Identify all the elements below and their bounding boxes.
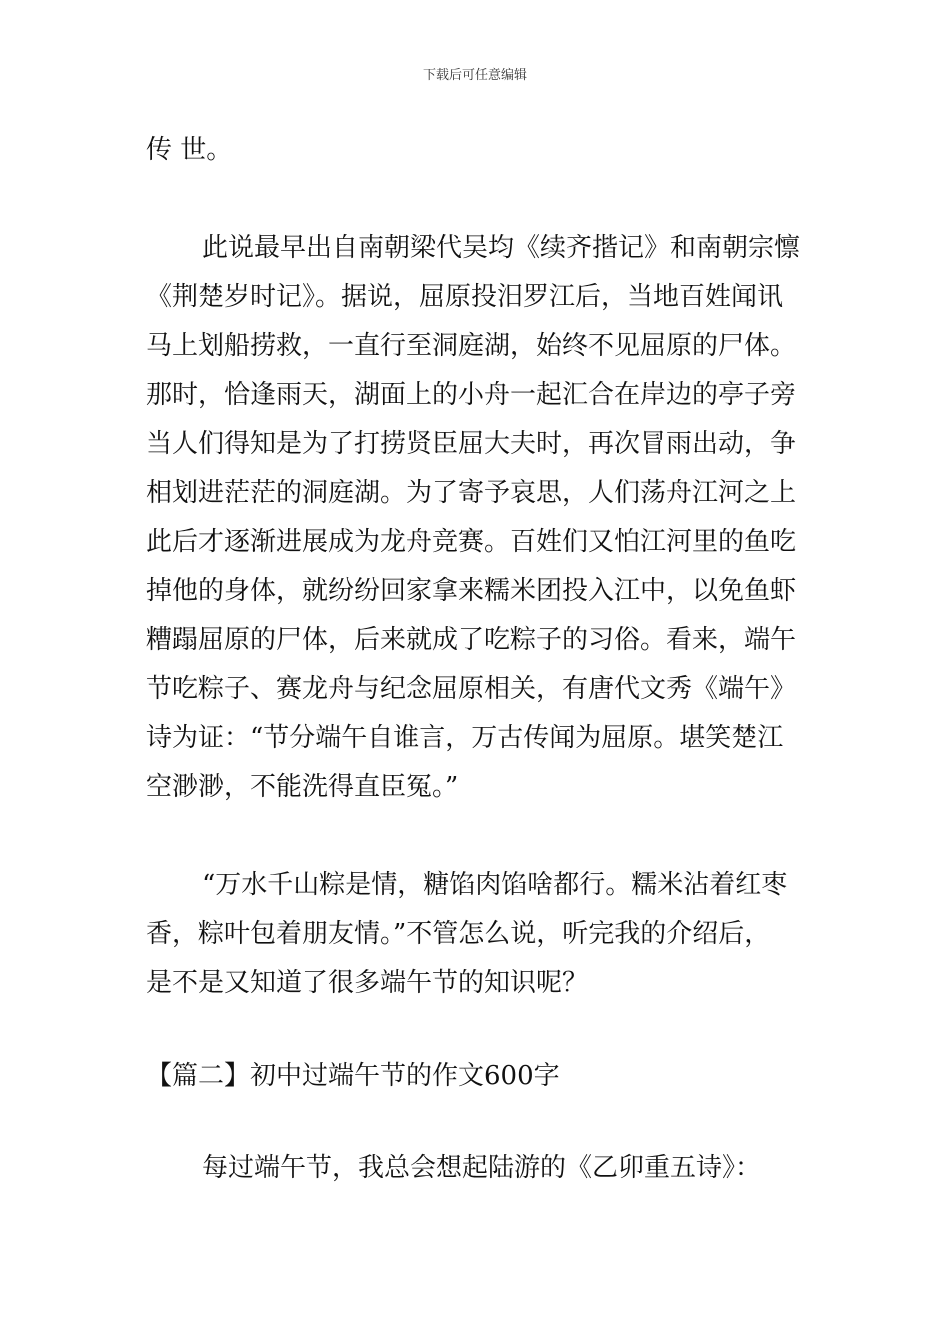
section-heading [146, 1052, 811, 1101]
paragraph [146, 224, 811, 812]
text-line: 诗为证：“节分端午自谁言，万古传闻为屈原。堪笑楚江 [146, 723, 784, 753]
document-body [146, 126, 811, 1193]
text-line: 《荆楚岁时记》。据说，屈原投汨罗江后，当地百姓闻讯 [146, 282, 784, 312]
paragraph [146, 861, 811, 1008]
text-line: 掉他的身体，就纷纷回家拿来糯米团投入江中，以免鱼虾 [146, 576, 797, 606]
text-line: 香，粽叶包着朋友情。”不管怎么说，听完我的介绍后， [146, 919, 771, 949]
text-line: 传 世。 [146, 135, 233, 165]
text-line: 空渺渺，不能洗得直臣冤。” [146, 772, 459, 802]
page-header: 下载后可任意编辑 [422, 68, 527, 83]
text-line: 是不是又知道了很多端午节的知识呢？ [146, 968, 589, 998]
text-line: 每过端午节，我总会想起陆游的《乙卯重五诗》： [202, 1153, 762, 1183]
text-line: 当人们得知是为了打捞贤臣屈大夫时，再次冒雨出动，争 [146, 429, 797, 459]
text-line: 糟蹋屈原的尸体，后来就成了吃粽子的习俗。看来，端午 [146, 625, 797, 655]
text-line: 马上划船捞救，一直行至洞庭湖，始终不见屈原的尸体。 [146, 331, 797, 361]
paragraph [146, 126, 811, 175]
text-line: 相划进茫茫的洞庭湖。为了寄予哀思，人们荡舟江河之上 [146, 478, 797, 508]
text-line: 此说最早出自南朝梁代吴均《续齐揩记》和南朝宗懔 [202, 233, 801, 263]
text-line: 那时，恰逢雨天，湖面上的小舟一起汇合在岸边的亭子旁 [146, 380, 797, 410]
text-line: 节吃粽子、赛龙舟与纪念屈原相关，有唐代文秀《端午》 [146, 674, 797, 704]
text-line: 此后才逐渐进展成为龙舟竞赛。百姓们又怕江河里的鱼吃 [146, 527, 797, 557]
paragraph [146, 1144, 811, 1193]
text-line: “万水千山粽是情，糖馅肉馅啥都行。糯米沾着红枣 [202, 870, 788, 900]
section-title: 【篇二】初中过端午节的作文600字 [146, 1061, 560, 1091]
